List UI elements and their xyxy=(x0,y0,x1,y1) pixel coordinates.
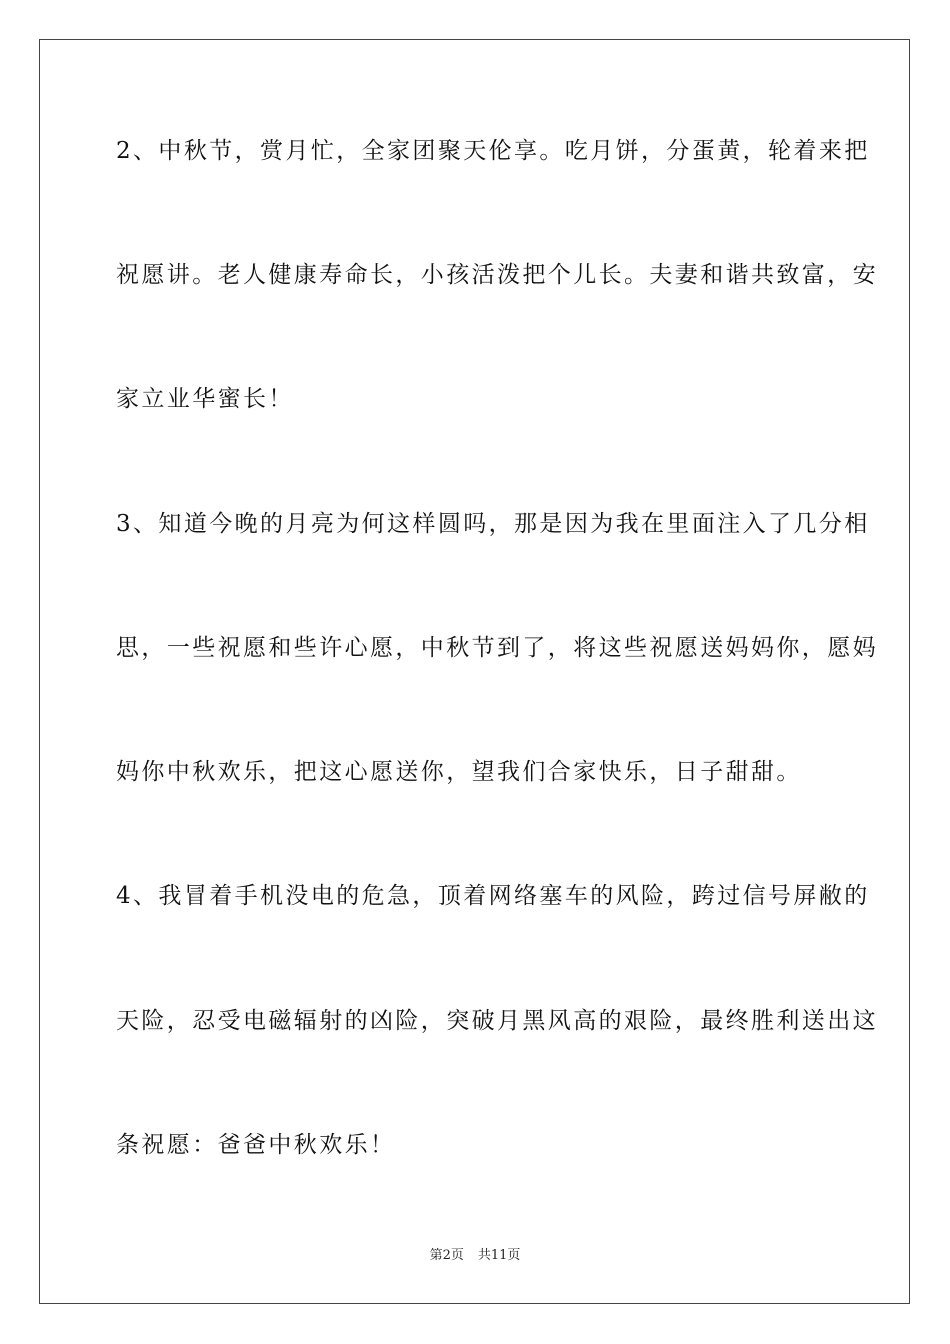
paragraph-2-line-2: 祝愿讲。老人健康寿命长，小孩活泼把个儿长。夫妻和谐共致富，安 xyxy=(116,262,878,288)
paragraph-3-line-1: 3、知道今晚的月亮为何这样圆吗，那是因为我在里面注入了几分相 xyxy=(116,511,870,537)
page-number: 第2页 xyxy=(429,1248,464,1263)
paragraph-3-line-2: 思，一些祝愿和些许心愿，中秋节到了，将这些祝愿送妈妈你，愿妈 xyxy=(116,635,878,661)
paragraph-2-line-3: 家立业华蜜长！ xyxy=(116,386,294,412)
paragraph-3-line-3: 妈你中秋欢乐，把这心愿送你，望我们合家快乐，日子甜甜。 xyxy=(116,759,802,785)
page-footer xyxy=(0,1247,950,1265)
paragraph-4-line-3: 条祝愿：爸爸中秋欢乐！ xyxy=(116,1132,396,1158)
paragraph-2-line-1: 2、中秋节，赏月忙，全家团聚天伦享。吃月饼，分蛋黄，轮着来把 xyxy=(116,138,870,164)
paragraph-4-line-2: 天险，忍受电磁辐射的凶险，突破月黑风高的艰险，最终胜利送出这 xyxy=(116,1008,878,1034)
paragraph-4-line-1: 4、我冒着手机没电的危急，顶着网络塞车的风险，跨过信号屏敝的 xyxy=(116,883,870,909)
page-frame xyxy=(39,39,910,1304)
page-total: 共11页 xyxy=(477,1248,521,1263)
